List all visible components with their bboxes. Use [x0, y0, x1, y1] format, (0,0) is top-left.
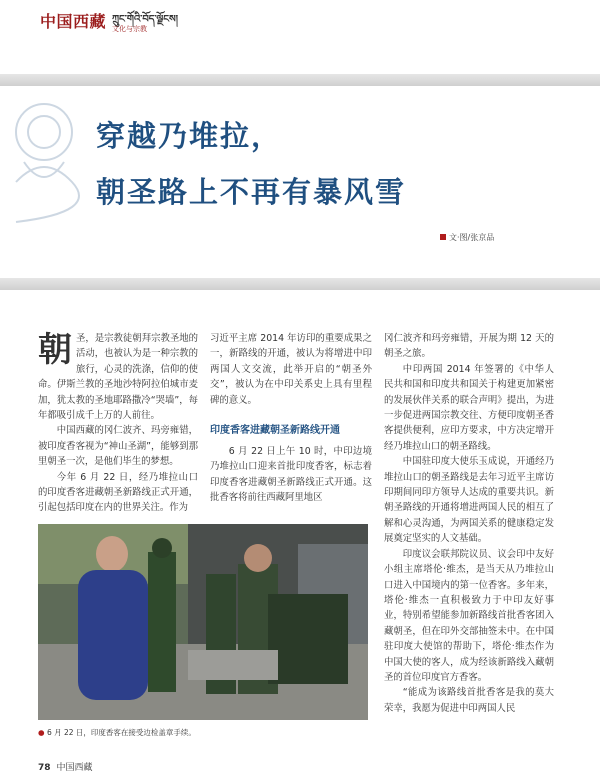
paragraph: 中国西藏的冈仁波齐、玛旁雍错，被印度香客视为“神山圣湖”，能够到那里朝圣一次，是他们毕生的梦想。	[38, 425, 198, 468]
square-bullet-icon	[440, 234, 446, 240]
paragraph: “能成为该路线首批香客是我的莫大荣幸，我愿为促进中印两国人民	[384, 687, 554, 714]
section-subheading: 印度香客进藏朝圣新路线开通	[210, 425, 340, 436]
caption-text: 6 月 22 日，印度香客在接受边检盖章手续。	[46, 728, 196, 737]
masthead	[0, 0, 600, 44]
article-column-2-bottom	[210, 444, 372, 506]
article-title-line1: 穿越乃堆拉，	[96, 119, 283, 153]
drop-cap: 朝	[38, 330, 72, 370]
article-column-1	[38, 331, 198, 516]
paragraph: 印度议会联邦院议员、议会印中友好小组主席塔伦·维杰，是当天从乃堆拉山口进入中国境内的第一位香客。多年来，塔伦·维杰一直积极致力于中印友好事业，特别希望能参加新路线首批香客团入藏朝圣，但在印外交部抽签未中。在中国驻印度大使馆的帮助下，塔伦·维杰作为中国大使的客人，成为经该新路线入藏朝圣的首位印度官方香客。	[384, 548, 554, 683]
paragraph: 6 月 22 日上午 10 时，中印边境乃堆拉山口迎来首批印度香客，标志着印度香客进藏朝圣新路线正式开通。这批香客将前往西藏阿里地区	[210, 446, 372, 504]
byline-text: 文·图/张京品	[449, 233, 495, 242]
paragraph: 冈仁波齐和玛旁雍错，开展为期 12 天的朝圣之旅。	[384, 333, 554, 360]
magazine-section-label: 文化与宗教	[112, 25, 147, 33]
magazine-logo-tibetan: ཀྲུང་གོའི་བོད་ལྗོངས།	[112, 14, 178, 25]
top-divider-band	[0, 74, 600, 86]
paragraph: 今年 6 月 22 日，经乃堆拉山口的印度香客进藏朝圣新路线正式开通，引起包括印度在内的世界关注。作为	[38, 471, 198, 514]
article-column-3	[384, 331, 554, 716]
byline	[440, 232, 494, 243]
caption-bullet-icon: ●	[38, 728, 45, 737]
mid-divider-band	[0, 278, 600, 290]
paragraph: 中国驻印度大使乐玉成说，开通经乃堆拉山口的朝圣路线是去年习近平主席访印期间同印方领导人达成的重要共识。新朝圣路线的开通将增进两国人民的相互了解和心灵沟通，为两国关系的健康稳定发展奠定坚实的人文基础。	[384, 456, 554, 545]
page-number: 78	[38, 763, 51, 773]
article-column-2-top	[210, 331, 372, 408]
decorative-ornament	[4, 92, 84, 242]
paragraph: 习近平主席 2014 年访印的重要成果之一，新路线的开通，被认为将增进中印两国人文交流，此举开启的“朝圣外交”，被认为在中印关系史上具有里程碑的意义。	[210, 333, 372, 406]
magazine-logo: 中国西藏	[40, 12, 107, 31]
article-title-line2: 朝圣路上不再有暴风雪	[96, 175, 407, 209]
paragraph: 中印两国 2014 年签署的《中华人民共和国和印度共和国关于构建更加紧密的发展伙伴关系的联合声明》提出，为进一步促进两国宗教交往、方便印度朝圣香客提供便利，应印方要求，中方决定增开经乃堆拉山口的朝圣路线。	[384, 363, 554, 452]
photo-caption	[38, 727, 368, 738]
paragraph: 朝圣，是宗教徒朝拜宗教圣地的活动，也被认为是一种宗教的旅行，心灵的洗涤，信仰的使命。伊斯兰教的圣地沙特阿拉伯城市麦加，犹太教的圣地耶路撒冷“哭墙”，每年都吸引成千上万的人前往。	[38, 330, 198, 422]
page-footer	[38, 760, 93, 773]
footer-magazine-name: 中国西藏	[56, 763, 93, 773]
article-photo	[38, 524, 368, 720]
